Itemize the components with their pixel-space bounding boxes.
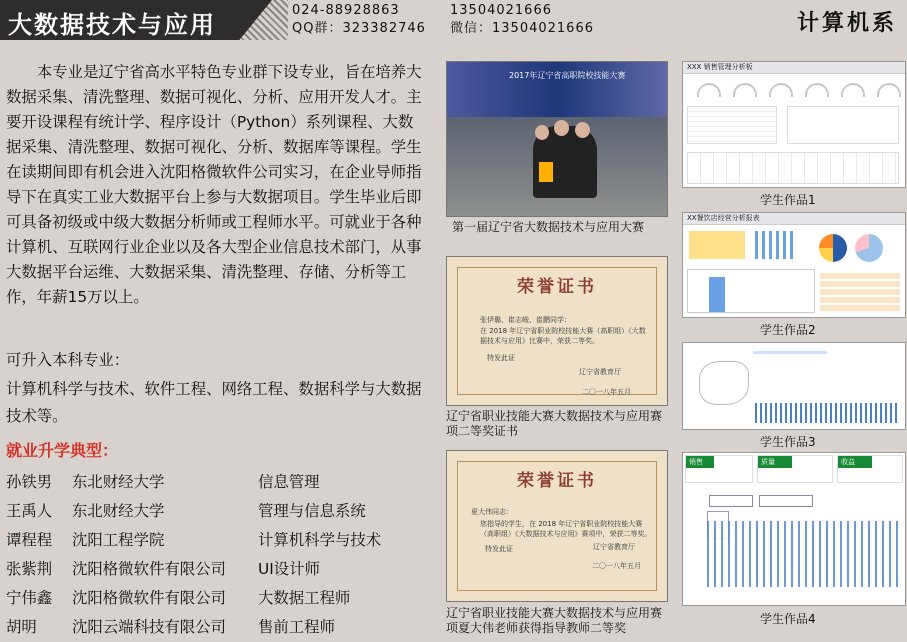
student-work-1-label: 学生作品1 — [760, 193, 816, 207]
student-work-3-label: 学生作品3 — [760, 435, 816, 449]
student-work-3 — [682, 342, 906, 430]
student-work-2: XX餐饮店经营分析报表 — [682, 212, 906, 318]
mobile-contact: 13504021666 微信：13504021666 — [450, 3, 594, 36]
major-introduction: 本专业是辽宁省高水平特色专业群下设专业，旨在培养大数据采集、清洗整理、数据可视化、分析、应用开发人才。主要开设课程有统计学、程序设计（Python）系列课程、大数据采集、清洗整理、数据可视化、分析、数据库等课程。学生在读期间即有机会进入沈阳格微软件公司实习，在企业导师指导下在真实工业大数据平台上参与大数据项目。学生毕业后即可具备初级或中级大数据分析师或工程师水平。可就业于各种计算机、互联网行业企业以及各大型企业信息技术部门，从事大数据平台运维、大数据采集、清洗整理、存储、分析等工作，年薪15万以上。 — [6, 63, 422, 306]
page-title: 大数据技术与应用 — [8, 11, 216, 39]
student-work-2-label: 学生作品2 — [760, 323, 816, 337]
competition-caption: 第一届辽宁省大数据技术与应用大赛 — [452, 220, 645, 234]
competition-photo: 2017年辽宁省高职院校技能大赛 — [446, 61, 668, 217]
certificate2-caption: 辽宁省职业技能大赛大数据技术与应用赛项夏大伟老师获得指导教师二等奖 — [446, 606, 663, 635]
certificate-image-2: 荣誉证书 夏大伟同志： 您指导的学生，在 2018 年辽宁省职业院校技能大赛（高职组）《大数据技术与应用》赛项中，荣获二等奖。 特发此证 辽宁省教育厅 二〇一八年五月 — [446, 450, 668, 602]
student-work-4: 销售 质量 收益 — [682, 452, 906, 606]
bachelor-majors: 计算机科学与技术、软件工程、网络工程、数据科学与大数据技术等。 — [6, 380, 422, 425]
certificate1-caption: 辽宁省职业技能大赛大数据技术与应用赛项二等奖证书 — [446, 409, 663, 438]
upgrade-heading: 可升入本科专业： — [6, 351, 130, 369]
student-work-4-label: 学生作品4 — [760, 612, 816, 626]
page-header — [0, 0, 907, 40]
cases-title: 就业升学典型： — [6, 441, 119, 460]
decorative-hatch — [228, 0, 288, 40]
phone-contact: 024-88928863 QQ群：323382746 — [292, 3, 426, 36]
student-work-1: XXX 销售管理分析板 — [682, 61, 906, 188]
certificate-image-1: 荣誉证书 张伊璐、崔志峻、崔鹏同学： 在 2018 年辽宁省职业院校技能大赛（高职组）《大数据技术与应用》比赛中，荣获二等奖。 特发此证 辽宁省教育厅 二〇一八年五月 — [446, 256, 668, 406]
department-name: 计算机系 — [796, 11, 897, 36]
